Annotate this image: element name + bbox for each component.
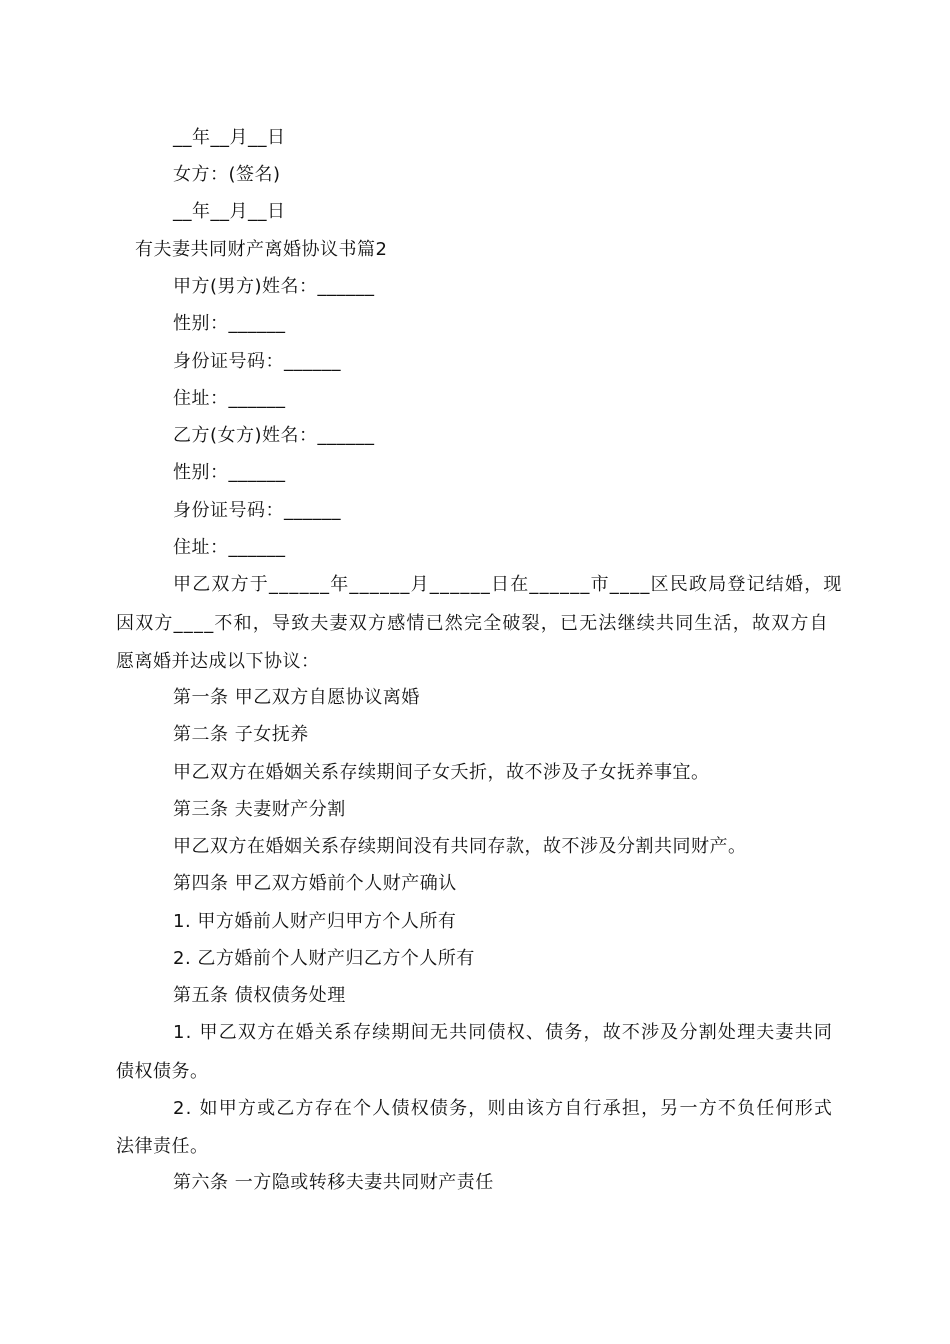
article-body: 甲乙双方在婚姻关系存续期间子女夭折，故不涉及子女抚养事宜。	[173, 762, 710, 783]
female-signature-line: 女方：(签名)	[173, 164, 281, 185]
intro-paragraph-line: 因双方____不和，导致夫妻双方感情已然完全破裂，已无法继续共同生活，故双方自	[116, 613, 829, 634]
party-b-id-field: 身份证号码：______	[173, 500, 341, 521]
list-item-continued: 债权债务。	[116, 1061, 209, 1082]
article-heading: 第五条 债权债务处理	[173, 985, 346, 1006]
article-heading: 第三条 夫妻财产分割	[173, 799, 346, 820]
article-heading: 第六条 一方隐或转移夫妻共同财产责任	[173, 1172, 494, 1193]
list-item: 1. 甲方婚前人财产归甲方个人所有	[173, 911, 457, 932]
list-item: 2. 乙方婚前个人财产归乙方个人所有	[173, 948, 475, 969]
section-title: 有夫妻共同财产离婚协议书篇2	[135, 239, 388, 260]
party-a-name-field: 甲方(男方)姓名：______	[173, 276, 375, 297]
list-item-continued: 法律责任。	[116, 1136, 209, 1157]
list-item: 1. 甲乙双方在婚关系存续期间无共同债权、债务，故不涉及分割处理夫妻共同	[173, 1022, 834, 1043]
article-heading: 第一条 甲乙双方自愿协议离婚	[173, 687, 420, 708]
party-a-id-field: 身份证号码：______	[173, 351, 341, 372]
date-line: __年__月__日	[173, 201, 286, 222]
list-item: 2. 如甲方或乙方存在个人债权债务，则由该方自行承担，另一方不负任何形式	[173, 1098, 834, 1119]
party-a-address-field: 住址：______	[173, 388, 286, 409]
intro-paragraph-line: 愿离婚并达成以下协议：	[116, 651, 320, 672]
party-b-address-field: 住址：______	[173, 537, 286, 558]
intro-paragraph-line: 甲乙双方于______年______月______日在______市____区民政局登记结婚，现	[173, 574, 843, 595]
party-b-name-field: 乙方(女方)姓名：______	[173, 425, 375, 446]
article-heading: 第四条 甲乙双方婚前个人财产确认	[173, 873, 457, 894]
date-line: __年__月__日	[173, 127, 286, 148]
party-b-gender-field: 性别：______	[173, 462, 286, 483]
party-a-gender-field: 性别：______	[173, 313, 286, 334]
article-body: 甲乙双方在婚姻关系存续期间没有共同存款，故不涉及分割共同财产。	[173, 836, 747, 857]
article-heading: 第二条 子女抚养	[173, 724, 309, 745]
